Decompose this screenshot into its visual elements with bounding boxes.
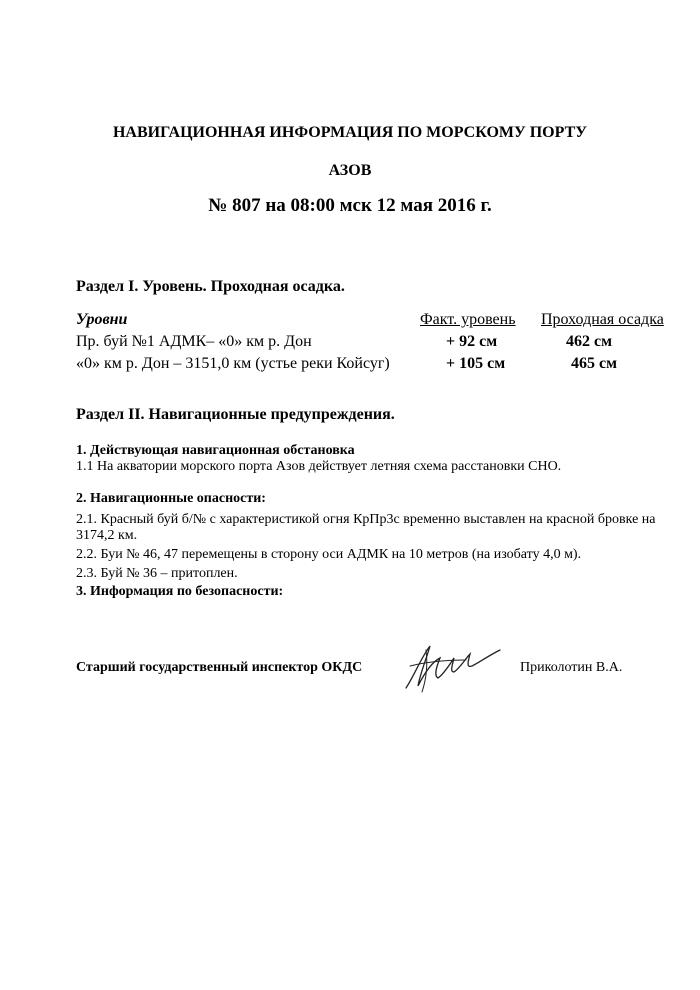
table-row-2-draft: 465 см	[571, 355, 617, 372]
subsection2-item-2: 2.2. Буи № 46, 47 перемещены в сторону оси АДМК на 10 метров (на изобату 4,0 м).	[76, 547, 582, 562]
handwritten-signature	[396, 636, 512, 696]
table-row-2-level: + 105 см	[446, 355, 506, 372]
table-row-1-level: + 92 см	[446, 333, 498, 350]
subsection1-item: 1.1 На акватории морского порта Азов действует летняя схема расстановки СНО.	[76, 459, 562, 474]
bulletin-number: № 807 на 08:00 мск 12 мая 2016 г.	[208, 195, 492, 216]
table-row-2-location: «0» км р. Дон – 3151,0 км (устье реки Койсуг)	[76, 355, 390, 372]
signatory-name: Приколотин В.А.	[520, 660, 623, 675]
document-title: НАВИГАЦИОННАЯ ИНФОРМАЦИЯ ПО МОРСКОМУ ПОРТУ	[112, 124, 587, 141]
subsection2-item-3: 2.3. Буй № 36 – притоплен.	[76, 566, 238, 581]
subsection2-item-1-cont: 3174,2 км.	[76, 528, 138, 543]
column-header-levels: Уровни	[76, 311, 128, 328]
section1-title: Раздел I. Уровень. Проходная осадка.	[76, 278, 345, 295]
table-row-1-location: Пр. буй №1 АДМК– «0» км р. Дон	[76, 333, 312, 350]
subsection1-title: 1. Действующая навигационная обстановка	[76, 443, 355, 458]
table-row-1-draft: 462 см	[566, 333, 612, 350]
subsection2-title: 2. Навигационные опасности:	[76, 491, 266, 506]
section2-title: Раздел II. Навигационные предупреждения.	[76, 406, 395, 423]
column-header-draft: Проходная осадка	[541, 311, 664, 328]
subsection3-title: 3. Информация по безопасности:	[76, 584, 284, 599]
signatory-position: Старший государственный инспектор ОКДС	[76, 660, 363, 675]
column-header-actual-level: Факт. уровень	[420, 311, 516, 328]
subsection2-item-1: 2.1. Красный буй б/№ с характеристикой огня КрПр3с временно выставлен на красной бровке на	[76, 512, 656, 527]
port-name: АЗОВ	[328, 162, 372, 179]
